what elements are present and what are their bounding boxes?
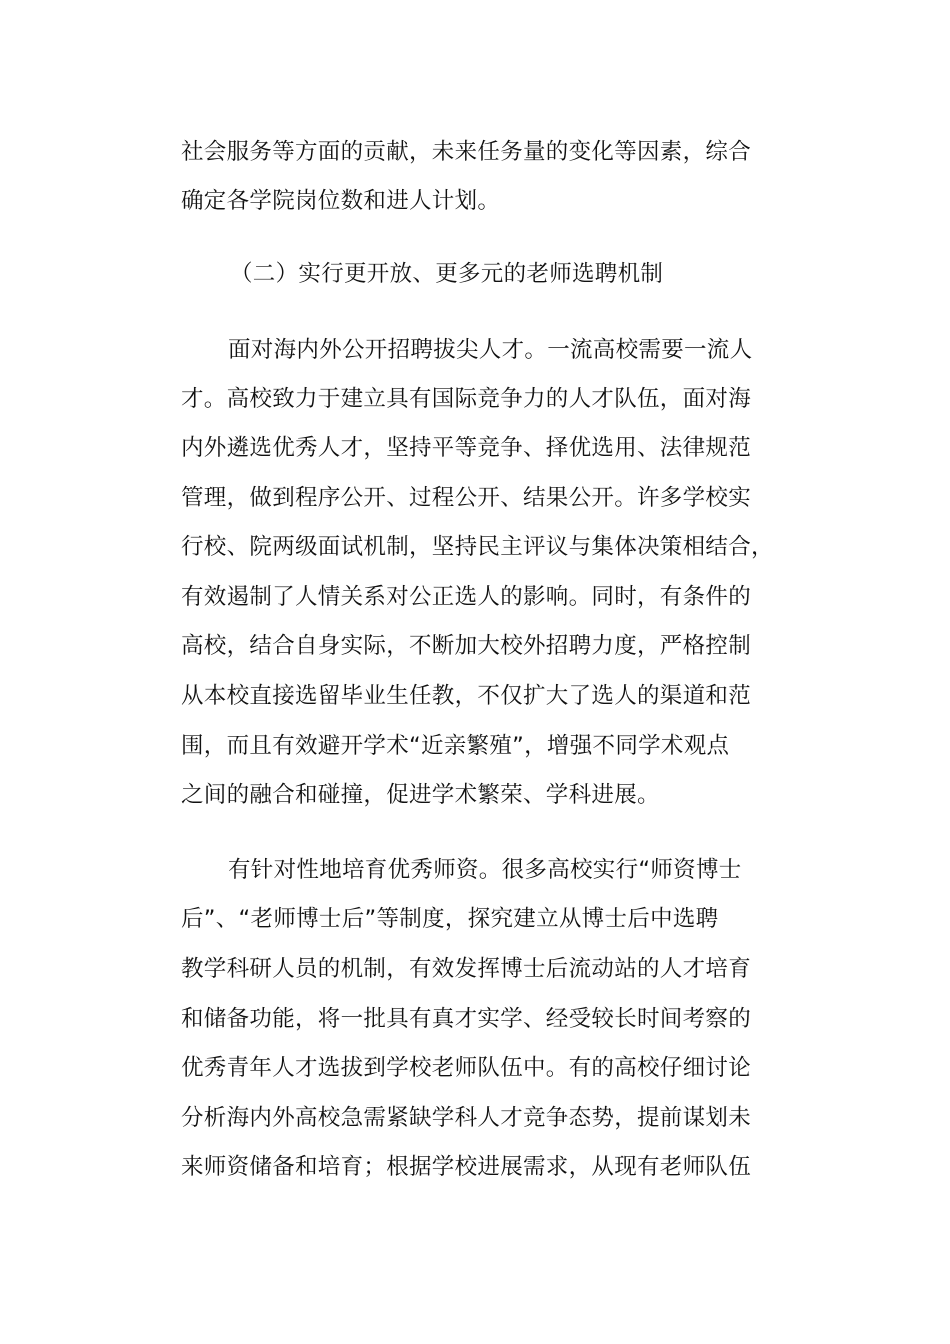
paragraph-line: 之间的融合和碰撞，促进学术繁荣、学科进展。 [181, 782, 660, 808]
paragraph-line: 教学科研人员的机制，有效发挥博士后流动站的人才培育 [181, 956, 752, 982]
paragraph-line: 分析海内外高校急需紧缺学科人才竞争态势，提前谋划未 [181, 1105, 752, 1131]
paragraph-line: 内外遴选优秀人才，坚持平等竞争、择优选用、法律规范 [181, 435, 752, 461]
paragraph-line: 行校、院两级面试机制，坚持民主评议与集体决策相结合， [181, 534, 774, 560]
paragraph-line: 和储备功能，将一批具有真才实学、经受较长时间考察的 [181, 1006, 752, 1032]
paragraph-line: 有针对性地培育优秀师资。很多高校实行“师资博士 [228, 857, 742, 883]
paragraph-line: 管理，做到程序公开、过程公开、结果公开。许多学校实 [181, 485, 752, 511]
paragraph-line: 优秀青年人才选拔到学校老师队伍中。有的高校仔细讨论 [181, 1055, 752, 1081]
paragraph-line: 有效遏制了人情关系对公正选人的影响。同时，有条件的 [181, 584, 752, 610]
paragraph-line: 从本校直接选留毕业生任教，不仅扩大了选人的渠道和范 [181, 683, 752, 709]
paragraph-line: 围，而且有效避开学术“近亲繁殖”，增强不同学术观点 [181, 733, 730, 759]
paragraph-line: 面对海内外公开招聘拔尖人才。一流高校需要一流人 [228, 337, 753, 363]
paragraph-line: 社会服务等方面的贡献，未来任务量的变化等因素，综合 [181, 139, 752, 165]
paragraph-line: 高校，结合自身实际，不断加大校外招聘力度，严格控制 [181, 633, 752, 659]
paragraph-line: 才。高校致力于建立具有国际竞争力的人才队伍，面对海 [181, 386, 752, 412]
paragraph-line: 确定各学院岗位数和进人计划。 [181, 188, 501, 214]
section-heading: （二）实行更开放、更多元的老师选聘机制 [230, 261, 664, 287]
paragraph-line: 后”、“老师博士后”等制度，探究建立从博士后中选聘 [181, 906, 719, 932]
paragraph-line: 来师资储备和培育；根据学校进展需求，从现有老师队伍 [181, 1154, 752, 1180]
